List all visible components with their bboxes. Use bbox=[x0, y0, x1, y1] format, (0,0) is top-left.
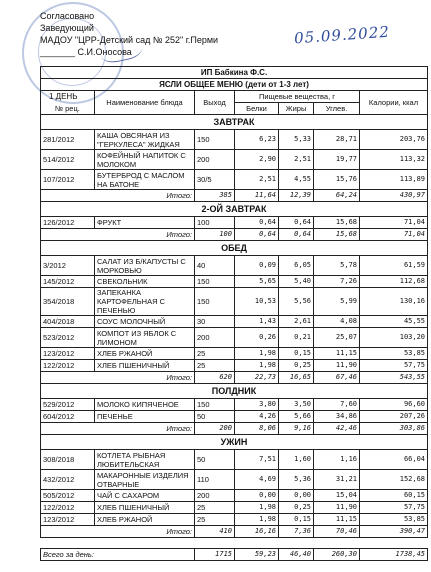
kcal-column-header: Калории, ккал bbox=[360, 91, 428, 115]
approval-line-4: _______ С.И.Оносова bbox=[40, 47, 132, 57]
grand-total-carbs: 260,30 bbox=[314, 549, 360, 561]
dish-carbs: 7,26 bbox=[314, 276, 360, 288]
dish-name: МАКАРОННЫЕ ИЗДЕЛИЯ ОТВАРНЫЕ bbox=[95, 470, 195, 490]
section-total-yield: 100 bbox=[195, 229, 235, 241]
section-total-row bbox=[41, 423, 428, 435]
dish-name: КОМПОТ ИЗ ЯБЛОК С ЛИМОНОМ bbox=[95, 328, 195, 348]
dish-protein: 1,43 bbox=[235, 316, 279, 328]
grand-total-fat: 46,40 bbox=[279, 549, 314, 561]
table-row bbox=[41, 256, 428, 276]
dish-name: ЗАПЕКАНКА КАРТОФЕЛЬНАЯ С ПЕЧЕНЬЮ bbox=[95, 288, 195, 316]
table-row bbox=[41, 470, 428, 490]
section-total-protein: 16,16 bbox=[235, 526, 279, 538]
section-title: ОБЕД bbox=[41, 241, 428, 256]
fat-column-header: Жиры bbox=[279, 103, 314, 115]
recipe-number: 123/2012 bbox=[41, 348, 95, 360]
dish-name: ЧАЙ С САХАРОМ bbox=[95, 490, 195, 502]
dish-yield: 200 bbox=[195, 150, 235, 170]
recipe-header-label: № рец. bbox=[55, 104, 80, 113]
section-total-protein: 22,73 bbox=[235, 372, 279, 384]
dish-fat: 0,21 bbox=[279, 328, 314, 348]
recipe-number: 145/2012 bbox=[41, 276, 95, 288]
table-row bbox=[41, 450, 428, 470]
section-total-carbs: 15,68 bbox=[314, 229, 360, 241]
dish-carbs: 7,60 bbox=[314, 399, 360, 411]
dish-fat: 0,15 bbox=[279, 514, 314, 526]
section-title: 2-ОЙ ЗАВТРАК bbox=[41, 202, 428, 217]
dish-carbs: 34,86 bbox=[314, 411, 360, 423]
dish-fat: 5,36 bbox=[279, 470, 314, 490]
dish-name: ХЛЕБ ПШЕНИЧНЫЙ bbox=[95, 502, 195, 514]
dish-yield: 50 bbox=[195, 450, 235, 470]
approval-line-3: МАДОУ "ЦРР-Детский сад № 252" г.Перми bbox=[40, 35, 219, 45]
dish-name: МОЛОКО КИПЯЧЕНОЕ bbox=[95, 399, 195, 411]
section-header-snack bbox=[41, 384, 428, 399]
dish-kcal: 57,75 bbox=[360, 502, 428, 514]
dish-carbs: 28,71 bbox=[314, 130, 360, 150]
section-total-row bbox=[41, 372, 428, 384]
section-total-fat: 7,36 bbox=[279, 526, 314, 538]
name-column-header: Наименование блюда bbox=[95, 91, 195, 115]
dish-kcal: 53,85 bbox=[360, 348, 428, 360]
table-row bbox=[41, 130, 428, 150]
dish-protein: 6,23 bbox=[235, 130, 279, 150]
recipe-number: 354/2018 bbox=[41, 288, 95, 316]
dish-protein: 4,26 bbox=[235, 411, 279, 423]
yield-column-header: Выход bbox=[195, 91, 235, 115]
menu-title-row bbox=[41, 79, 428, 91]
menu-table bbox=[40, 66, 428, 561]
section-total-fat: 9,16 bbox=[279, 423, 314, 435]
dish-yield: 150 bbox=[195, 288, 235, 316]
table-row bbox=[41, 170, 428, 190]
grand-total-row bbox=[41, 549, 428, 561]
nutrients-column-header: Пищевые вещества, г bbox=[235, 91, 360, 103]
table-row bbox=[41, 502, 428, 514]
dish-yield: 200 bbox=[195, 490, 235, 502]
dish-fat: 6,05 bbox=[279, 256, 314, 276]
dish-carbs: 15,76 bbox=[314, 170, 360, 190]
dish-carbs: 5,99 bbox=[314, 288, 360, 316]
recipe-number: 529/2012 bbox=[41, 399, 95, 411]
menu-table-body bbox=[41, 67, 428, 561]
dish-kcal: 71,04 bbox=[360, 217, 428, 229]
recipe-number: 3/2012 bbox=[41, 256, 95, 276]
section-total-label: Итого: bbox=[41, 372, 195, 384]
dish-carbs: 1,16 bbox=[314, 450, 360, 470]
dish-kcal: 45,55 bbox=[360, 316, 428, 328]
recipe-column-header bbox=[41, 91, 95, 115]
dish-protein: 0,00 bbox=[235, 490, 279, 502]
dish-carbs: 19,77 bbox=[314, 150, 360, 170]
section-total-kcal: 390,47 bbox=[360, 526, 428, 538]
table-row bbox=[41, 150, 428, 170]
dish-yield: 200 bbox=[195, 328, 235, 348]
table-row bbox=[41, 399, 428, 411]
dish-carbs: 11,15 bbox=[314, 348, 360, 360]
recipe-number: 126/2012 bbox=[41, 217, 95, 229]
recipe-number: 123/2012 bbox=[41, 514, 95, 526]
dish-fat: 2,61 bbox=[279, 316, 314, 328]
section-total-kcal: 430,97 bbox=[360, 190, 428, 202]
recipe-number: 523/2012 bbox=[41, 328, 95, 348]
section-total-fat: 0,64 bbox=[279, 229, 314, 241]
table-row bbox=[41, 490, 428, 502]
dish-protein: 2,51 bbox=[235, 170, 279, 190]
recipe-number: 122/2012 bbox=[41, 360, 95, 372]
section-header-breakfast bbox=[41, 115, 428, 130]
grand-total-protein: 59,23 bbox=[235, 549, 279, 561]
dish-name: ПЕЧЕНЬЕ bbox=[95, 411, 195, 423]
dish-yield: 40 bbox=[195, 256, 235, 276]
dish-protein: 0,64 bbox=[235, 217, 279, 229]
dish-protein: 1,98 bbox=[235, 348, 279, 360]
section-total-label: Итого: bbox=[41, 526, 195, 538]
recipe-number: 107/2012 bbox=[41, 170, 95, 190]
dish-name: КАША ОВСЯНАЯ ИЗ "ГЕРКУЛЕСА" ЖИДКАЯ bbox=[95, 130, 195, 150]
dish-fat: 4,55 bbox=[279, 170, 314, 190]
section-total-label: Итого: bbox=[41, 229, 195, 241]
dish-fat: 0,64 bbox=[279, 217, 314, 229]
recipe-number: 281/2012 bbox=[41, 130, 95, 150]
dish-yield: 110 bbox=[195, 470, 235, 490]
table-row bbox=[41, 514, 428, 526]
dish-protein: 4,69 bbox=[235, 470, 279, 490]
recipe-number: 505/2012 bbox=[41, 490, 95, 502]
dish-protein: 1,98 bbox=[235, 514, 279, 526]
dish-kcal: 60,15 bbox=[360, 490, 428, 502]
dish-fat: 0,00 bbox=[279, 490, 314, 502]
dish-kcal: 66,04 bbox=[360, 450, 428, 470]
dish-fat: 3,50 bbox=[279, 399, 314, 411]
dish-yield: 50 bbox=[195, 411, 235, 423]
dish-name: ХЛЕБ ПШЕНИЧНЫЙ bbox=[95, 360, 195, 372]
section-total-row bbox=[41, 526, 428, 538]
dish-yield: 150 bbox=[195, 399, 235, 411]
section-total-yield: 385 bbox=[195, 190, 235, 202]
section-total-row bbox=[41, 190, 428, 202]
dish-kcal: 96,60 bbox=[360, 399, 428, 411]
dish-protein: 2,90 bbox=[235, 150, 279, 170]
grand-total-yield: 1715 bbox=[195, 549, 235, 561]
chef-row bbox=[41, 67, 428, 79]
approval-line-2: Заведующий bbox=[40, 23, 94, 33]
recipe-number: 404/2018 bbox=[41, 316, 95, 328]
dish-yield: 25 bbox=[195, 502, 235, 514]
dish-yield: 150 bbox=[195, 130, 235, 150]
section-total-kcal: 543,55 bbox=[360, 372, 428, 384]
dish-kcal: 103,20 bbox=[360, 328, 428, 348]
dish-protein: 5,65 bbox=[235, 276, 279, 288]
dish-name: ФРУКТ bbox=[95, 217, 195, 229]
dish-name: КОФЕЙНЫЙ НАПИТОК С МОЛОКОМ bbox=[95, 150, 195, 170]
table-row bbox=[41, 348, 428, 360]
table-row bbox=[41, 276, 428, 288]
table-row bbox=[41, 316, 428, 328]
section-total-yield: 620 bbox=[195, 372, 235, 384]
dish-carbs: 25,07 bbox=[314, 328, 360, 348]
dish-protein: 1,98 bbox=[235, 502, 279, 514]
grand-total-kcal: 1738,45 bbox=[360, 549, 428, 561]
handwritten-date: 05.09.2022 bbox=[293, 22, 391, 48]
chef-name: ИП Бабкина Ф.С. bbox=[41, 67, 428, 79]
section-total-carbs: 42,46 bbox=[314, 423, 360, 435]
dish-fat: 5,66 bbox=[279, 411, 314, 423]
dish-fat: 0,25 bbox=[279, 360, 314, 372]
dish-yield: 30/5 bbox=[195, 170, 235, 190]
section-total-label: Итого: bbox=[41, 190, 195, 202]
dish-carbs: 4,08 bbox=[314, 316, 360, 328]
header-row-1 bbox=[41, 91, 428, 103]
dish-carbs: 11,90 bbox=[314, 360, 360, 372]
dish-kcal: 112,68 bbox=[360, 276, 428, 288]
table-row bbox=[41, 360, 428, 372]
approval-line-1: Согласовано bbox=[40, 11, 95, 21]
protein-column-header: Белки bbox=[235, 103, 279, 115]
recipe-number: 432/2012 bbox=[41, 470, 95, 490]
menu-title: ЯСЛИ ОБЩЕЕ МЕНЮ (дети от 1-3 лет) bbox=[41, 79, 428, 91]
dish-carbs: 5,78 bbox=[314, 256, 360, 276]
recipe-number: 308/2018 bbox=[41, 450, 95, 470]
dish-name: СВЕКОЛЬНИК bbox=[95, 276, 195, 288]
section-total-protein: 0,64 bbox=[235, 229, 279, 241]
section-total-fat: 12,39 bbox=[279, 190, 314, 202]
section-total-yield: 200 bbox=[195, 423, 235, 435]
section-total-carbs: 67,46 bbox=[314, 372, 360, 384]
dish-yield: 150 bbox=[195, 276, 235, 288]
dish-name: ХЛЕБ РЖАНОЙ bbox=[95, 348, 195, 360]
dish-kcal: 130,16 bbox=[360, 288, 428, 316]
section-title: ПОЛДНИК bbox=[41, 384, 428, 399]
table-row bbox=[41, 328, 428, 348]
dish-fat: 2,51 bbox=[279, 150, 314, 170]
dish-kcal: 113,89 bbox=[360, 170, 428, 190]
dish-kcal: 57,75 bbox=[360, 360, 428, 372]
dish-name: СОУС МОЛОЧНЫЙ bbox=[95, 316, 195, 328]
table-row bbox=[41, 288, 428, 316]
recipe-number: 604/2012 bbox=[41, 411, 95, 423]
dish-fat: 5,40 bbox=[279, 276, 314, 288]
dish-yield: 100 bbox=[195, 217, 235, 229]
dish-fat: 0,15 bbox=[279, 348, 314, 360]
dish-fat: 0,25 bbox=[279, 502, 314, 514]
spacer-row bbox=[41, 538, 428, 549]
recipe-number: 122/2012 bbox=[41, 502, 95, 514]
carbs-column-header: Углев. bbox=[314, 103, 360, 115]
section-title: УЖИН bbox=[41, 435, 428, 450]
section-total-fat: 16,65 bbox=[279, 372, 314, 384]
dish-protein: 0,26 bbox=[235, 328, 279, 348]
section-total-protein: 8,06 bbox=[235, 423, 279, 435]
section-title: ЗАВТРАК bbox=[41, 115, 428, 130]
table-row bbox=[41, 217, 428, 229]
dish-kcal: 207,26 bbox=[360, 411, 428, 423]
dish-name: ХЛЕБ РЖАНОЙ bbox=[95, 514, 195, 526]
dish-name: САЛАТ ИЗ Б/КАПУСТЫ С МОРКОВЬЮ bbox=[95, 256, 195, 276]
dish-kcal: 61,59 bbox=[360, 256, 428, 276]
dish-name: БУТЕРБРОД С МАСЛОМ НА БАТОНЕ bbox=[95, 170, 195, 190]
dish-yield: 30 bbox=[195, 316, 235, 328]
dish-carbs: 15,04 bbox=[314, 490, 360, 502]
dish-fat: 5,56 bbox=[279, 288, 314, 316]
section-total-kcal: 71,04 bbox=[360, 229, 428, 241]
dish-carbs: 11,15 bbox=[314, 514, 360, 526]
section-header-second-breakfast bbox=[41, 202, 428, 217]
dish-kcal: 53,85 bbox=[360, 514, 428, 526]
section-header-dinner bbox=[41, 435, 428, 450]
section-total-row bbox=[41, 229, 428, 241]
section-total-carbs: 64,24 bbox=[314, 190, 360, 202]
dish-protein: 1,98 bbox=[235, 360, 279, 372]
dish-fat: 5,33 bbox=[279, 130, 314, 150]
dish-yield: 25 bbox=[195, 348, 235, 360]
section-total-carbs: 70,46 bbox=[314, 526, 360, 538]
dish-carbs: 11,90 bbox=[314, 502, 360, 514]
recipe-number: 514/2012 bbox=[41, 150, 95, 170]
day-label: 1 ДЕНЬ bbox=[49, 92, 78, 101]
section-total-yield: 410 bbox=[195, 526, 235, 538]
dish-carbs: 15,68 bbox=[314, 217, 360, 229]
section-header-lunch bbox=[41, 241, 428, 256]
dish-kcal: 203,76 bbox=[360, 130, 428, 150]
dish-yield: 25 bbox=[195, 360, 235, 372]
dish-yield: 25 bbox=[195, 514, 235, 526]
dish-protein: 7,51 bbox=[235, 450, 279, 470]
dish-fat: 1,60 bbox=[279, 450, 314, 470]
spacer-cell bbox=[41, 538, 428, 549]
section-total-label: Итого: bbox=[41, 423, 195, 435]
dish-protein: 0,09 bbox=[235, 256, 279, 276]
dish-protein: 10,53 bbox=[235, 288, 279, 316]
section-total-kcal: 303,86 bbox=[360, 423, 428, 435]
grand-total-label: Всего за день: bbox=[41, 549, 195, 561]
table-row bbox=[41, 411, 428, 423]
dish-protein: 3,80 bbox=[235, 399, 279, 411]
section-total-protein: 11,64 bbox=[235, 190, 279, 202]
dish-kcal: 152,68 bbox=[360, 470, 428, 490]
dish-name: КОТЛЕТА РЫБНАЯ ЛЮБИТЕЛЬСКАЯ bbox=[95, 450, 195, 470]
dish-carbs: 31,21 bbox=[314, 470, 360, 490]
dish-kcal: 113,32 bbox=[360, 150, 428, 170]
